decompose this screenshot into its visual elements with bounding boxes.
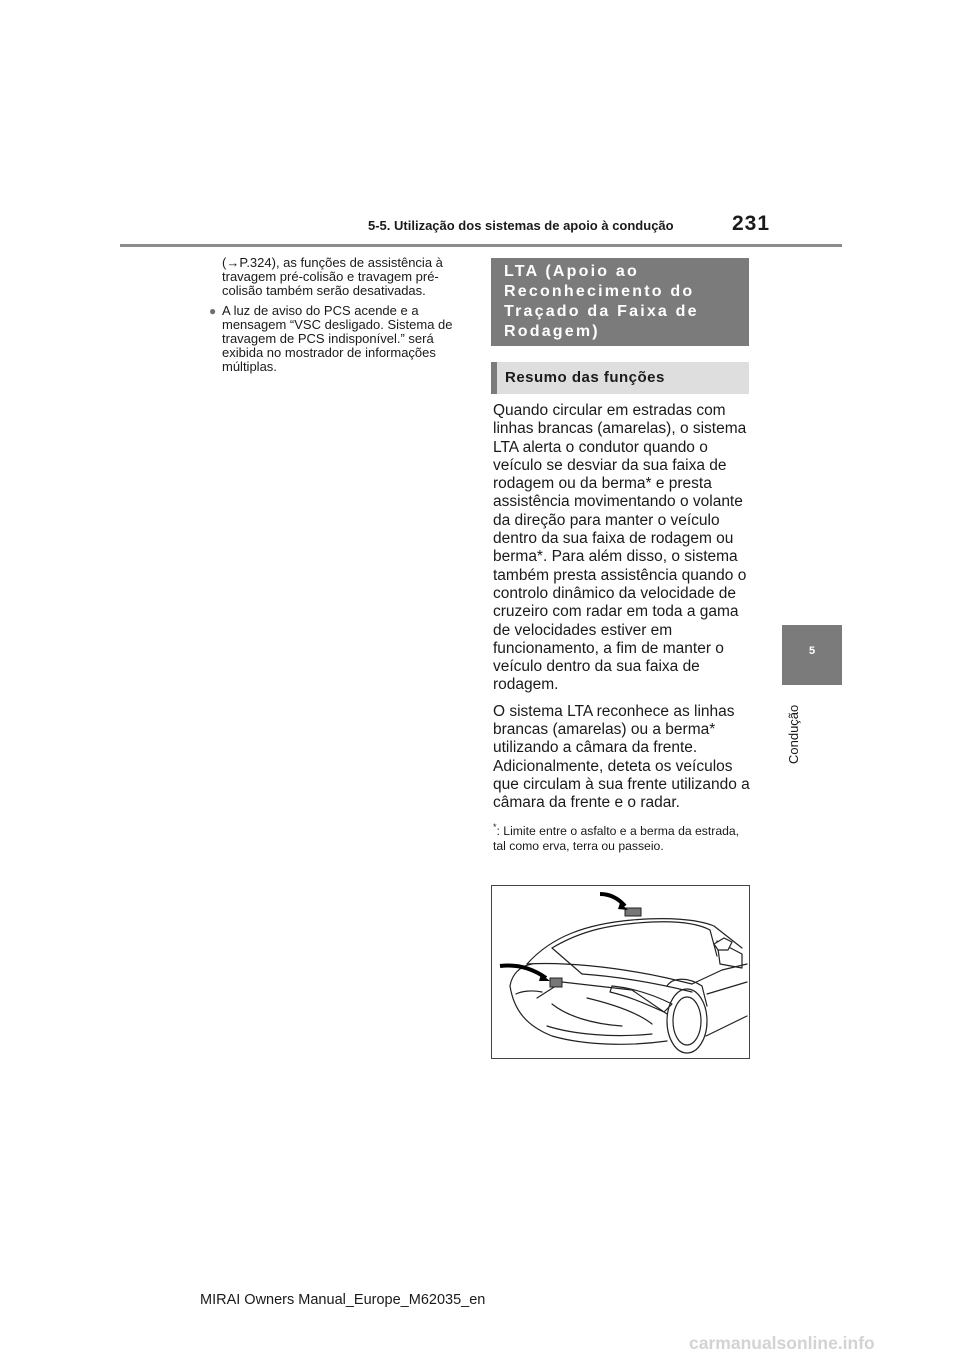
footer-document-name: MIRAI Owners Manual_Europe_M62035_en [200, 1292, 486, 1308]
footnote [493, 820, 751, 854]
bullet-item [209, 303, 472, 374]
chapter-tab [782, 625, 842, 685]
subheading-box [491, 362, 749, 394]
watermark: carmanualsonline.info [689, 1333, 875, 1353]
main-text [493, 402, 751, 821]
chapter-label-container [784, 690, 804, 770]
bullet-icon: ● [209, 304, 217, 318]
section-title: 5-5. Utilização dos sistemas de apoio à condução [368, 218, 674, 233]
vehicle-camera-radar-illustration [491, 885, 750, 1059]
lta-heading-line: Traçado da Faixa de [504, 303, 699, 320]
lta-heading [504, 262, 749, 342]
paragraph-1: Quando circular em estradas com linhas brancas (amarelas), o sistema LTA alerta o condutor quando o veículo se desviar da sua faixa de rodagem ou da berma* e presta assistência movimentando o volante da direção para manter o veículo dentro da sua faixa de rodagem ou berma*. Para além disso, o sistema também presta assistência quando o controlo dinâmico da velocidade de cruzeiro com radar em toda a gama de velocidades estiver em funcionamento, a fim de manter o veículo dentro da sua faixa de rodagem. [493, 402, 747, 694]
footnote-marker: * [493, 822, 497, 832]
subheading: Resumo das funções [505, 369, 665, 386]
bullet-text: A luz de aviso do PCS acende e a mensagem “VSC desligado. Sistema de travagem de PCS indisponível.” será exibida no mostrador de informações múltiplas. [222, 303, 453, 374]
lta-heading-box [491, 258, 749, 346]
footnote-text: : Limite entre o asfalto e a berma da estrada, tal como erva, terra ou passeio. [493, 824, 740, 854]
lta-heading-line: Rodagem) [504, 323, 600, 340]
page-number: 231 [732, 212, 771, 235]
paragraph-2: O sistema LTA reconhece as linhas brancas (amarelas) ou a berma* utilizando a câmara da frente. Adicionalmente, deteta os veículos que circulam à sua frente utilizando a câmara da frente e o radar. [493, 702, 750, 812]
continuation-text: (→P.324), as funções de assistência à travagem pré-colisão e travagem pré-colisão também serão desativadas. [222, 255, 443, 298]
left-column [209, 255, 472, 374]
chapter-number: 5 [808, 645, 816, 657]
lta-heading-line: Reconhecimento do [504, 283, 695, 300]
header-divider [120, 244, 842, 247]
subheading-accent-bar [491, 362, 497, 394]
chapter-label: Condução [786, 704, 801, 764]
car-icon [492, 886, 749, 1058]
lta-heading-line: LTA (Apoio ao [504, 263, 639, 280]
